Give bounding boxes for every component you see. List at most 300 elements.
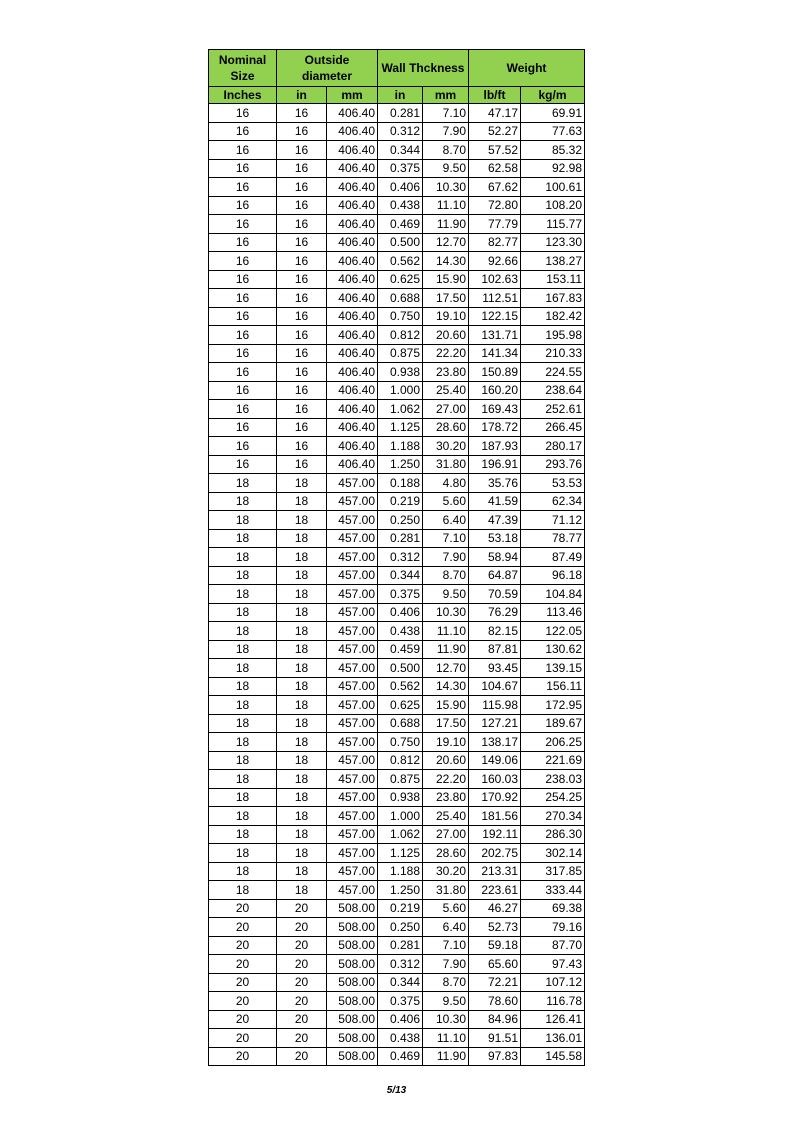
od-in-cell: 18 (277, 862, 327, 881)
od-in-cell: 16 (277, 196, 327, 215)
header-group-row (209, 50, 585, 87)
wall-in-cell: 0.250 (378, 918, 423, 937)
wall-mm-cell: 10.30 (423, 178, 469, 197)
weight-kgm-cell: 123.30 (521, 233, 585, 252)
wall-mm-cell: 12.70 (423, 659, 469, 678)
weight-kgm-cell: 189.67 (521, 714, 585, 733)
od-in-cell: 20 (277, 992, 327, 1011)
nominal-size-cell: 18 (209, 807, 277, 826)
wall-mm-cell: 11.10 (423, 1029, 469, 1048)
table-row (209, 474, 585, 493)
table-row (209, 881, 585, 900)
table-row (209, 751, 585, 770)
table-row (209, 122, 585, 141)
nominal-size-cell: 18 (209, 881, 277, 900)
weight-kgm-cell: 113.46 (521, 603, 585, 622)
nominal-size-cell: 16 (209, 344, 277, 363)
weight-lbft-cell: 58.94 (469, 548, 521, 567)
table-row (209, 437, 585, 456)
weight-lbft-cell: 76.29 (469, 603, 521, 622)
unit-header-od-in: in (277, 87, 327, 104)
od-in-cell: 16 (277, 289, 327, 308)
table-row (209, 326, 585, 345)
nominal-size-cell: 20 (209, 918, 277, 937)
od-mm-cell: 457.00 (327, 640, 378, 659)
weight-lbft-cell: 52.73 (469, 918, 521, 937)
table-row (209, 270, 585, 289)
wall-mm-cell: 23.80 (423, 788, 469, 807)
wall-mm-cell: 20.60 (423, 326, 469, 345)
nominal-size-cell: 16 (209, 289, 277, 308)
table-row (209, 233, 585, 252)
wall-in-cell: 0.875 (378, 770, 423, 789)
wall-mm-cell: 22.20 (423, 770, 469, 789)
od-mm-cell: 406.40 (327, 437, 378, 456)
table-row (209, 696, 585, 715)
weight-kgm-cell: 266.45 (521, 418, 585, 437)
od-mm-cell: 457.00 (327, 511, 378, 530)
wall-in-cell: 0.459 (378, 640, 423, 659)
od-mm-cell: 457.00 (327, 603, 378, 622)
table-row (209, 1010, 585, 1029)
od-mm-cell: 508.00 (327, 1010, 378, 1029)
wall-mm-cell: 5.60 (423, 492, 469, 511)
unit-header-inches: Inches (209, 87, 277, 104)
nominal-size-cell: 18 (209, 677, 277, 696)
weight-lbft-cell: 35.76 (469, 474, 521, 493)
od-in-cell: 18 (277, 585, 327, 604)
table-row (209, 307, 585, 326)
wall-mm-cell: 27.00 (423, 400, 469, 419)
weight-kgm-cell: 333.44 (521, 881, 585, 900)
od-in-cell: 20 (277, 1047, 327, 1066)
od-in-cell: 18 (277, 825, 327, 844)
wall-in-cell: 1.250 (378, 455, 423, 474)
weight-kgm-cell: 270.34 (521, 807, 585, 826)
table-row (209, 548, 585, 567)
weight-kgm-cell: 92.98 (521, 159, 585, 178)
wall-mm-cell: 15.90 (423, 696, 469, 715)
weight-lbft-cell: 91.51 (469, 1029, 521, 1048)
od-mm-cell: 508.00 (327, 992, 378, 1011)
nominal-size-cell: 16 (209, 252, 277, 271)
wall-in-cell: 0.375 (378, 992, 423, 1011)
od-mm-cell: 406.40 (327, 104, 378, 123)
od-in-cell: 16 (277, 159, 327, 178)
weight-lbft-cell: 192.11 (469, 825, 521, 844)
wall-in-cell: 0.375 (378, 159, 423, 178)
wall-mm-cell: 30.20 (423, 437, 469, 456)
wall-in-cell: 0.312 (378, 955, 423, 974)
header-weight: Weight (469, 50, 585, 87)
wall-mm-cell: 11.90 (423, 1047, 469, 1066)
od-in-cell: 16 (277, 104, 327, 123)
od-mm-cell: 457.00 (327, 881, 378, 900)
table-row (209, 1047, 585, 1066)
wall-mm-cell: 17.50 (423, 289, 469, 308)
wall-in-cell: 0.562 (378, 252, 423, 271)
od-mm-cell: 406.40 (327, 418, 378, 437)
table-row (209, 418, 585, 437)
od-mm-cell: 508.00 (327, 973, 378, 992)
od-in-cell: 16 (277, 326, 327, 345)
wall-in-cell: 0.938 (378, 363, 423, 382)
od-mm-cell: 508.00 (327, 1029, 378, 1048)
weight-lbft-cell: 64.87 (469, 566, 521, 585)
weight-lbft-cell: 187.93 (469, 437, 521, 456)
weight-kgm-cell: 138.27 (521, 252, 585, 271)
wall-mm-cell: 25.40 (423, 381, 469, 400)
od-in-cell: 18 (277, 548, 327, 567)
table-row (209, 770, 585, 789)
od-in-cell: 16 (277, 307, 327, 326)
weight-kgm-cell: 221.69 (521, 751, 585, 770)
wall-mm-cell: 15.90 (423, 270, 469, 289)
weight-kgm-cell: 252.61 (521, 400, 585, 419)
wall-in-cell: 0.219 (378, 492, 423, 511)
od-in-cell: 20 (277, 936, 327, 955)
od-in-cell: 18 (277, 881, 327, 900)
wall-in-cell: 0.344 (378, 566, 423, 585)
od-in-cell: 18 (277, 622, 327, 641)
wall-mm-cell: 7.90 (423, 955, 469, 974)
nominal-size-cell: 20 (209, 899, 277, 918)
wall-in-cell: 1.125 (378, 844, 423, 863)
weight-kgm-cell: 280.17 (521, 437, 585, 456)
weight-kgm-cell: 238.03 (521, 770, 585, 789)
table-row (209, 844, 585, 863)
wall-mm-cell: 31.80 (423, 455, 469, 474)
header-units-row (209, 87, 585, 104)
wall-in-cell: 0.469 (378, 1047, 423, 1066)
table-row (209, 622, 585, 641)
wall-mm-cell: 4.80 (423, 474, 469, 493)
od-in-cell: 16 (277, 215, 327, 234)
od-in-cell: 18 (277, 640, 327, 659)
od-in-cell: 18 (277, 603, 327, 622)
weight-lbft-cell: 178.72 (469, 418, 521, 437)
od-in-cell: 16 (277, 252, 327, 271)
wall-in-cell: 0.438 (378, 196, 423, 215)
weight-kgm-cell: 136.01 (521, 1029, 585, 1048)
table-row (209, 825, 585, 844)
wall-in-cell: 1.000 (378, 381, 423, 400)
wall-mm-cell: 7.10 (423, 529, 469, 548)
wall-in-cell: 0.406 (378, 178, 423, 197)
nominal-size-cell: 20 (209, 992, 277, 1011)
table-row (209, 640, 585, 659)
table-row (209, 381, 585, 400)
wall-mm-cell: 28.60 (423, 844, 469, 863)
weight-lbft-cell: 78.60 (469, 992, 521, 1011)
wall-in-cell: 0.875 (378, 344, 423, 363)
od-in-cell: 18 (277, 566, 327, 585)
nominal-size-cell: 16 (209, 326, 277, 345)
nominal-size-cell: 16 (209, 381, 277, 400)
nominal-size-cell: 20 (209, 1010, 277, 1029)
table-row (209, 992, 585, 1011)
wall-mm-cell: 9.50 (423, 585, 469, 604)
nominal-size-cell: 16 (209, 159, 277, 178)
wall-mm-cell: 14.30 (423, 677, 469, 696)
weight-kgm-cell: 104.84 (521, 585, 585, 604)
weight-lbft-cell: 112.51 (469, 289, 521, 308)
table-row (209, 344, 585, 363)
unit-header-wall-mm: mm (423, 87, 469, 104)
wall-in-cell: 0.500 (378, 659, 423, 678)
table-row (209, 196, 585, 215)
od-mm-cell: 406.40 (327, 363, 378, 382)
weight-lbft-cell: 122.15 (469, 307, 521, 326)
od-in-cell: 18 (277, 677, 327, 696)
nominal-size-cell: 16 (209, 437, 277, 456)
od-mm-cell: 457.00 (327, 585, 378, 604)
nominal-size-cell: 16 (209, 455, 277, 474)
nominal-size-cell: 18 (209, 622, 277, 641)
nominal-size-cell: 16 (209, 196, 277, 215)
nominal-size-cell: 18 (209, 492, 277, 511)
wall-mm-cell: 8.70 (423, 141, 469, 160)
table-row (209, 714, 585, 733)
header-wall-thickness: Wall Thckness (378, 50, 469, 87)
weight-lbft-cell: 170.92 (469, 788, 521, 807)
od-in-cell: 16 (277, 400, 327, 419)
od-in-cell: 20 (277, 955, 327, 974)
weight-kgm-cell: 238.64 (521, 381, 585, 400)
wall-in-cell: 0.312 (378, 122, 423, 141)
wall-mm-cell: 23.80 (423, 363, 469, 382)
od-mm-cell: 406.40 (327, 381, 378, 400)
nominal-size-cell: 18 (209, 825, 277, 844)
wall-in-cell: 0.312 (378, 548, 423, 567)
wall-mm-cell: 9.50 (423, 159, 469, 178)
od-mm-cell: 457.00 (327, 566, 378, 585)
weight-lbft-cell: 82.77 (469, 233, 521, 252)
od-in-cell: 16 (277, 455, 327, 474)
wall-mm-cell: 8.70 (423, 973, 469, 992)
nominal-size-cell: 20 (209, 955, 277, 974)
od-in-cell: 16 (277, 363, 327, 382)
od-mm-cell: 406.40 (327, 270, 378, 289)
weight-kgm-cell: 100.61 (521, 178, 585, 197)
od-in-cell: 18 (277, 511, 327, 530)
wall-mm-cell: 6.40 (423, 511, 469, 530)
od-in-cell: 16 (277, 141, 327, 160)
weight-kgm-cell: 78.77 (521, 529, 585, 548)
unit-header-wall-in: in (378, 87, 423, 104)
header-outside-diameter: Outside diameter (277, 50, 378, 87)
od-in-cell: 18 (277, 659, 327, 678)
weight-kgm-cell: 62.34 (521, 492, 585, 511)
nominal-size-cell: 18 (209, 511, 277, 530)
wall-in-cell: 0.344 (378, 973, 423, 992)
weight-kgm-cell: 172.95 (521, 696, 585, 715)
od-mm-cell: 457.00 (327, 659, 378, 678)
weight-kgm-cell: 182.42 (521, 307, 585, 326)
nominal-size-cell: 18 (209, 751, 277, 770)
weight-lbft-cell: 102.63 (469, 270, 521, 289)
weight-kgm-cell: 69.91 (521, 104, 585, 123)
od-in-cell: 20 (277, 899, 327, 918)
nominal-size-cell: 16 (209, 363, 277, 382)
table-row (209, 659, 585, 678)
pipe-specification-table (208, 49, 585, 1066)
nominal-size-cell: 20 (209, 1047, 277, 1066)
wall-in-cell: 1.188 (378, 437, 423, 456)
od-mm-cell: 508.00 (327, 936, 378, 955)
wall-mm-cell: 30.20 (423, 862, 469, 881)
wall-mm-cell: 27.00 (423, 825, 469, 844)
weight-lbft-cell: 160.03 (469, 770, 521, 789)
weight-lbft-cell: 53.18 (469, 529, 521, 548)
weight-lbft-cell: 41.59 (469, 492, 521, 511)
od-mm-cell: 406.40 (327, 178, 378, 197)
weight-kgm-cell: 69.38 (521, 899, 585, 918)
weight-kgm-cell: 195.98 (521, 326, 585, 345)
table-row (209, 141, 585, 160)
od-mm-cell: 406.40 (327, 326, 378, 345)
weight-lbft-cell: 46.27 (469, 899, 521, 918)
table-row (209, 585, 585, 604)
wall-mm-cell: 10.30 (423, 1010, 469, 1029)
wall-in-cell: 0.625 (378, 270, 423, 289)
weight-kgm-cell: 122.05 (521, 622, 585, 641)
table-row (209, 252, 585, 271)
table-body (209, 104, 585, 1066)
wall-mm-cell: 9.50 (423, 992, 469, 1011)
wall-in-cell: 0.562 (378, 677, 423, 696)
table-row (209, 807, 585, 826)
wall-in-cell: 0.344 (378, 141, 423, 160)
nominal-size-cell: 18 (209, 529, 277, 548)
wall-mm-cell: 20.60 (423, 751, 469, 770)
od-in-cell: 18 (277, 733, 327, 752)
od-mm-cell: 457.00 (327, 825, 378, 844)
wall-in-cell: 0.375 (378, 585, 423, 604)
weight-kgm-cell: 85.32 (521, 141, 585, 160)
weight-kgm-cell: 115.77 (521, 215, 585, 234)
od-mm-cell: 406.40 (327, 455, 378, 474)
wall-mm-cell: 31.80 (423, 881, 469, 900)
weight-lbft-cell: 169.43 (469, 400, 521, 419)
table-row (209, 400, 585, 419)
wall-in-cell: 0.281 (378, 936, 423, 955)
nominal-size-cell: 20 (209, 936, 277, 955)
weight-lbft-cell: 97.83 (469, 1047, 521, 1066)
table-row (209, 899, 585, 918)
od-in-cell: 18 (277, 696, 327, 715)
nominal-size-cell: 18 (209, 733, 277, 752)
od-in-cell: 16 (277, 437, 327, 456)
nominal-size-cell: 18 (209, 474, 277, 493)
wall-in-cell: 1.125 (378, 418, 423, 437)
wall-in-cell: 1.062 (378, 400, 423, 419)
wall-in-cell: 0.250 (378, 511, 423, 530)
weight-lbft-cell: 65.60 (469, 955, 521, 974)
nominal-size-cell: 16 (209, 122, 277, 141)
weight-lbft-cell: 196.91 (469, 455, 521, 474)
wall-in-cell: 1.062 (378, 825, 423, 844)
od-mm-cell: 406.40 (327, 400, 378, 419)
weight-lbft-cell: 93.45 (469, 659, 521, 678)
page-number: 5/13 (386, 1085, 407, 1096)
wall-mm-cell: 7.10 (423, 104, 469, 123)
table-row (209, 492, 585, 511)
weight-lbft-cell: 149.06 (469, 751, 521, 770)
wall-mm-cell: 17.50 (423, 714, 469, 733)
weight-kgm-cell: 130.62 (521, 640, 585, 659)
table-row (209, 677, 585, 696)
weight-lbft-cell: 67.62 (469, 178, 521, 197)
od-in-cell: 18 (277, 770, 327, 789)
od-mm-cell: 406.40 (327, 233, 378, 252)
weight-lbft-cell: 181.56 (469, 807, 521, 826)
od-mm-cell: 508.00 (327, 1047, 378, 1066)
wall-in-cell: 0.219 (378, 899, 423, 918)
nominal-size-cell: 18 (209, 788, 277, 807)
weight-lbft-cell: 59.18 (469, 936, 521, 955)
weight-kgm-cell: 210.33 (521, 344, 585, 363)
weight-kgm-cell: 77.63 (521, 122, 585, 141)
od-in-cell: 18 (277, 844, 327, 863)
wall-in-cell: 1.250 (378, 881, 423, 900)
unit-header-kgm: kg/m (521, 87, 585, 104)
weight-lbft-cell: 82.15 (469, 622, 521, 641)
wall-mm-cell: 11.90 (423, 215, 469, 234)
od-mm-cell: 457.00 (327, 677, 378, 696)
od-in-cell: 16 (277, 233, 327, 252)
od-in-cell: 18 (277, 714, 327, 733)
od-in-cell: 20 (277, 1029, 327, 1048)
od-in-cell: 20 (277, 1010, 327, 1029)
table-row (209, 566, 585, 585)
wall-in-cell: 1.000 (378, 807, 423, 826)
weight-kgm-cell: 286.30 (521, 825, 585, 844)
wall-in-cell: 0.406 (378, 1010, 423, 1029)
weight-kgm-cell: 87.49 (521, 548, 585, 567)
od-in-cell: 18 (277, 492, 327, 511)
wall-mm-cell: 19.10 (423, 307, 469, 326)
weight-kgm-cell: 317.85 (521, 862, 585, 881)
od-mm-cell: 406.40 (327, 289, 378, 308)
weight-lbft-cell: 47.17 (469, 104, 521, 123)
weight-lbft-cell: 52.27 (469, 122, 521, 141)
wall-in-cell: 0.750 (378, 733, 423, 752)
nominal-size-cell: 18 (209, 844, 277, 863)
od-mm-cell: 508.00 (327, 899, 378, 918)
od-mm-cell: 508.00 (327, 918, 378, 937)
nominal-size-cell: 18 (209, 659, 277, 678)
weight-lbft-cell: 150.89 (469, 363, 521, 382)
od-mm-cell: 457.00 (327, 622, 378, 641)
weight-kgm-cell: 116.78 (521, 992, 585, 1011)
weight-kgm-cell: 153.11 (521, 270, 585, 289)
wall-mm-cell: 5.60 (423, 899, 469, 918)
weight-kgm-cell: 145.58 (521, 1047, 585, 1066)
weight-kgm-cell: 97.43 (521, 955, 585, 974)
weight-kgm-cell: 107.12 (521, 973, 585, 992)
weight-kgm-cell: 293.76 (521, 455, 585, 474)
od-mm-cell: 457.00 (327, 492, 378, 511)
table-row (209, 104, 585, 123)
weight-kgm-cell: 254.25 (521, 788, 585, 807)
nominal-size-cell: 16 (209, 104, 277, 123)
od-mm-cell: 457.00 (327, 751, 378, 770)
weight-kgm-cell: 53.53 (521, 474, 585, 493)
table-row (209, 733, 585, 752)
weight-kgm-cell: 126.41 (521, 1010, 585, 1029)
wall-mm-cell: 7.10 (423, 936, 469, 955)
